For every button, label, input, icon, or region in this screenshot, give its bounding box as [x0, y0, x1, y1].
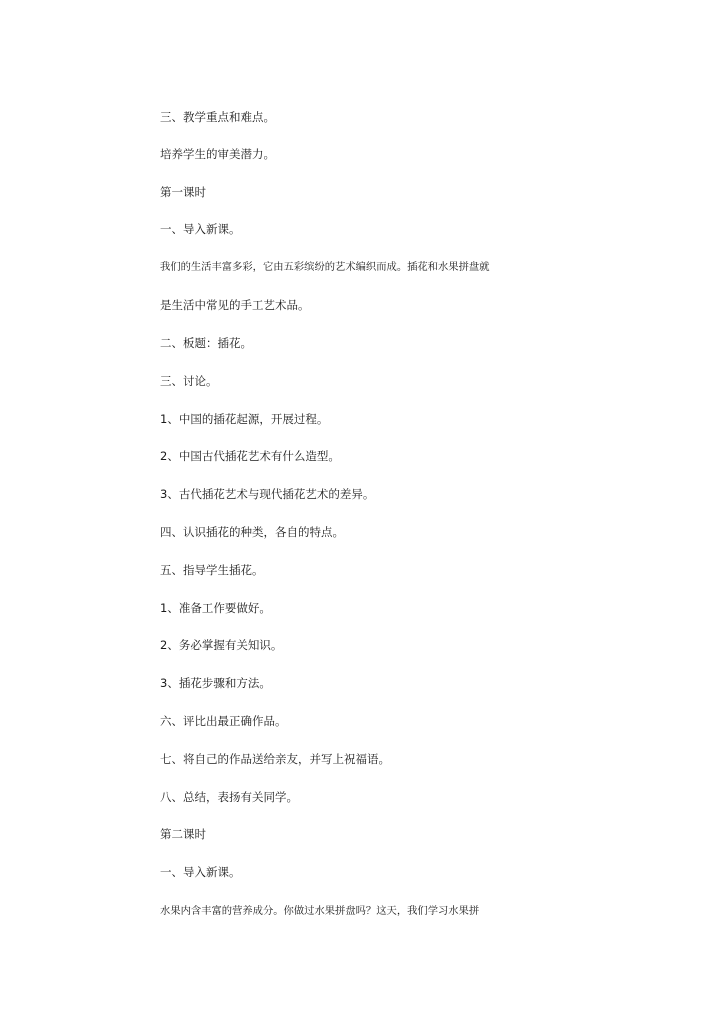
text-line: 水果内含丰富的营养成分。你做过水果拼盘吗？这天，我们学习水果拼: [160, 905, 480, 917]
text-line: 3、古代插花艺术与现代插花艺术的差异。: [160, 487, 375, 501]
text-line: 七、将自己的作品送给亲友，并写上祝福语。: [160, 752, 390, 766]
text-line: 1、准备工作要做好。: [160, 601, 271, 615]
text-line: 3、插花步骤和方法。: [160, 676, 271, 690]
text-line: 二、板题：插花。: [160, 336, 252, 350]
text-line: 八、总结，表扬有关同学。: [160, 790, 298, 804]
text-line: 1、中国的插花起源，开展过程。: [160, 412, 329, 426]
text-line: 三、教学重点和难点。: [160, 110, 275, 124]
text-line: 培养学生的审美潜力。: [160, 147, 275, 161]
text-line: 2、中国古代插花艺术有什么造型。: [160, 449, 340, 463]
text-line: 五、指导学生插花。: [160, 563, 264, 577]
text-line: 四、认识插花的种类，各自的特点。: [160, 525, 344, 539]
text-line: 是生活中常见的手工艺术品。: [160, 298, 310, 312]
text-line: 第二课时: [160, 827, 206, 841]
text-line: 2、务必掌握有关知识。: [160, 638, 283, 652]
text-line: 第一课时: [160, 185, 206, 199]
text-line: 一、导入新课。: [160, 865, 241, 879]
text-line: 六、评比出最正确作品。: [160, 714, 287, 728]
text-line: 三、讨论。: [160, 374, 218, 388]
text-line: 我们的生活丰富多彩，它由五彩缤纷的艺术编织而成。插花和水果拼盘就: [160, 261, 490, 273]
text-line: 一、导入新课。: [160, 222, 241, 236]
